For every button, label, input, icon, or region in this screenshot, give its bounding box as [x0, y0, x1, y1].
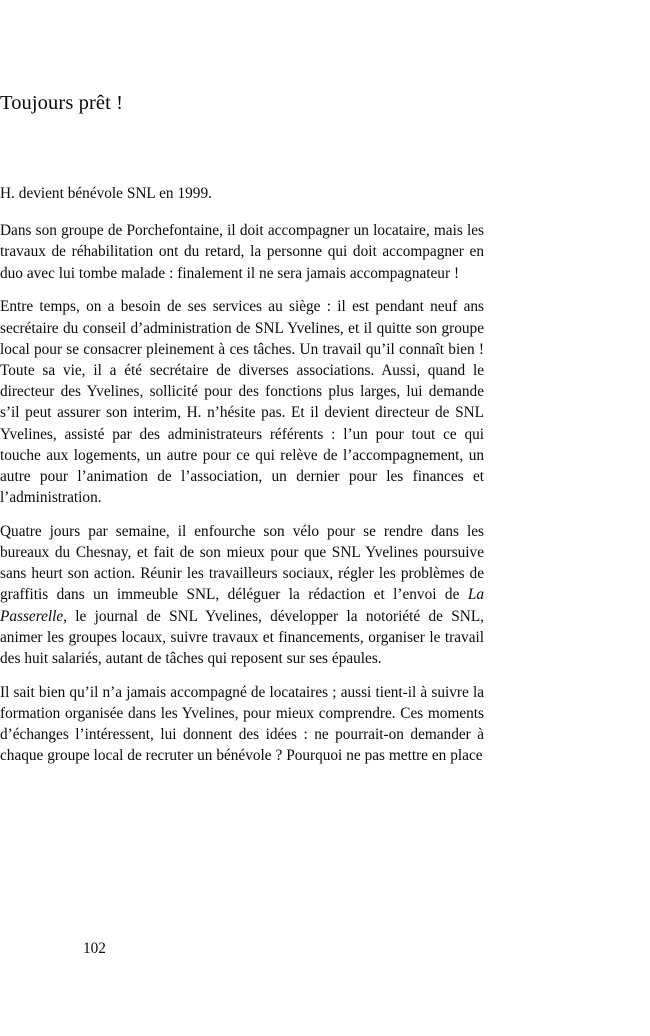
paragraph-porchefontaine: Dans son groupe de Porchefontaine, il doit accompagner un locataire, mais les travaux de réhabilitation ont du retard, la personne qui doit accompagner en duo avec lui tombe malade : finalement il ne sera jamais accompagnateur ! — [0, 222, 484, 282]
journal-title-la-passerelle: La Passerelle — [0, 586, 484, 625]
paragraph-quatre-jours — [0, 521, 484, 669]
paragraph-segment-text: Quatre jours par semaine, il enfourche son vélo pour se rendre dans les bureaux du Chesnay, et fait de son mieux pour que SNL Yvelines poursuive sans heurt son action. Réunir les travailleurs sociaux, régler les problèmes de graffitis dans un immeuble SNL, déléguer la rédaction et l’envoi de — [0, 522, 484, 604]
paragraph-formation: Il sait bien qu’il n’a jamais accompagné de locataires ; aussi tient-il à suivre la formation organisée dans les Yvelines, pour mieux comprendre. Ces moments d’échanges l’intéressent, lui donnent des idées : ne pourrait-on demander à chaque groupe local de recruter un bénévole ? Pourquoi ne pas mettre en place — [0, 683, 484, 765]
paragraph-intro: H. devient bénévole SNL en 1999. — [0, 185, 212, 202]
paragraph-siege: Entre temps, on a besoin de ses services au siège : il est pendant neuf ans secrétaire du conseil d’administration de SNL Yvelines, et il quitte son groupe local pour se consacrer pleinement à ces tâches. Un travail qu’il connaît bien ! Toute sa vie, il a été secrétaire de diverses associations. Aussi, quand le directeur des Yvelines, sollicité pour des fonctions plus larges, lui demande s’il peut assurer son interim, H. n’hésite pas. Et il devient directeur de SNL Yvelines, assisté par des administrateurs référents : l’un pour tout ce qui touche aux logements, un autre pour ce qui relève de l’accompagnement, un autre pour l’animation de l’association, un dernier pour les finances et l’administration. — [0, 298, 484, 507]
body-text — [0, 183, 484, 767]
page-number: 102 — [83, 940, 106, 957]
paragraph-segment-text: , le journal de SNL Yvelines, développer la notoriété de SNL, animer les groupes locaux, suivre travaux et financements, organiser le travail des huit salariés, autant de tâches qui reposent sur ses épaules. — [0, 607, 484, 668]
page-title: Toujours prêt ! — [0, 92, 124, 114]
